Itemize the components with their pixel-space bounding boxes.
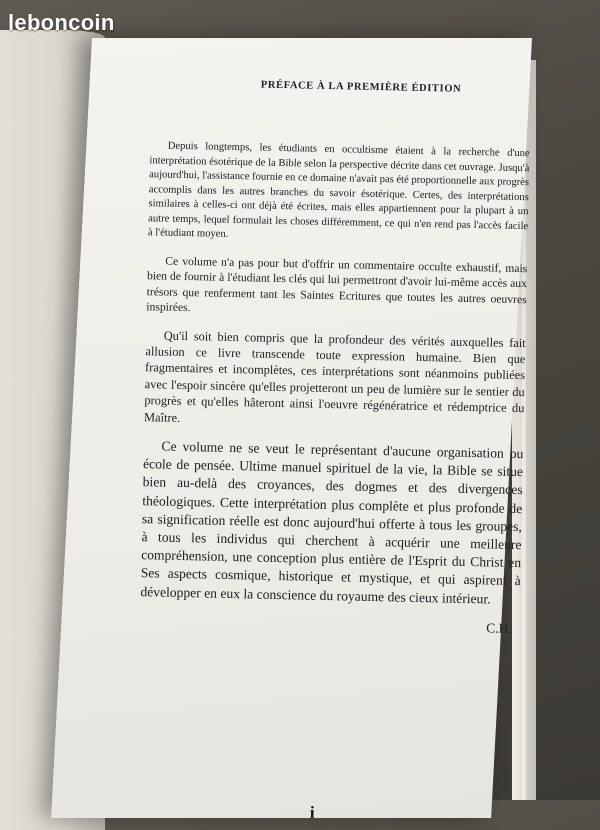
watermark-logo: leboncoin: [8, 10, 115, 35]
paragraph: Qu'il soit bien compris que la profondeur des vérités auxquelles fait allusion ce livre transcende toute expression humaine. Bien que fragmentaires et incomplètes, ces interprétations sont néanmoins publiées avec l'espoir sincère qu'elles projetteront un peu de lumière sur le sentier du progrès et qu'elles hâteront ainsi l'oeuvre régénératrice et rédemptrice du Maître.: [143, 328, 526, 425]
page-title: PRÉFACE À LA PREMIÈRE ÉDITION: [260, 79, 462, 95]
signature: C.H.: [486, 620, 512, 636]
page-number: i: [309, 802, 315, 822]
book-page: [51, 38, 532, 822]
page-body: [140, 139, 530, 637]
paragraph: Ce volume n'a pas pour but d'offrir un commentaire occulte exhaustif, mais bien de fournir à l'étudiant les clés qui lui permettront d'avoir lui-même accès aux trésors que renferment tant les Saintes Ecritures que toutes les autres oeuvres inspirées.: [146, 254, 528, 315]
paragraph: Ce volume ne se veut le représentant d'aucune organisation ou école de pensée. Ultime manuel spirituel de la vie, la Bible se situe bien au-delà des croyances, des dogmes et des divergences théologiques. Cette interprétation plus complète et plus profonde de sa signification réelle est donc aujourd'hui offerte à tous les groupes, à tous les individus qui cherchent à acquérir une meilleure compréhension, une conception plus entière de l'Esprit du Christ en Ses aspects cosmique, historique et mystique, et qui aspirent à développer en eux la conscience du royaume des cieux intérieur.: [140, 438, 524, 607]
paragraph: Depuis longtemps, les étudiants en occultisme étaient à la recherche d'une interprétation ésotérique de la Bible selon la perspective décrite dans cet ouvrage. Jusqu'à aujourd'hui, l'assistance fournie en ce domaine n'avait pas été proportionnelle aux progrès accomplis dans les autres branches du savoir ésotérique. Certes, des interprétations similaires à celles-ci ont déjà été écrites, mais elles appartiennent pour la plupart à un autre temps, lequel formulait les choses différemment, ce qui n'en rend pas l'accès facile à l'étudiant moyen.: [147, 140, 530, 240]
